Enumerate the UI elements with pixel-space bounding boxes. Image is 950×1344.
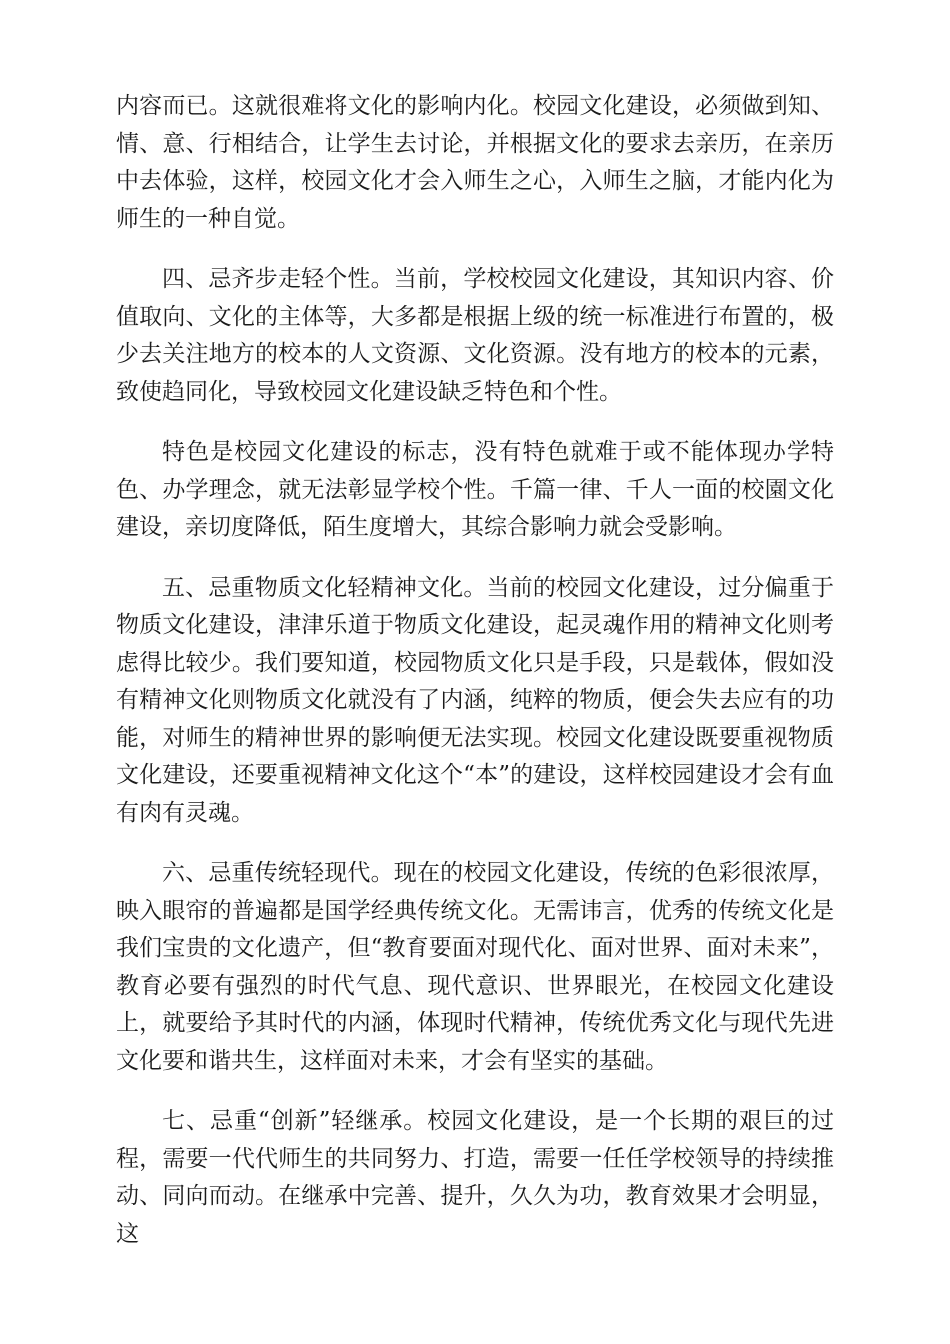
paragraph-2: 四、忌齐步走轻个性。当前，学校校园文化建设，其知识内容、价值取向、文化的主体等，大多都是根据上级的统一标准进行布置的，极少去关注地方的校本的人文资源、文化资源。没有地方的校本的元素，致使趋同化，导致校园文化建设缺乏特色和个性。	[116, 266, 834, 405]
paragraph-4: 五、忌重物质文化轻精神文化。当前的校园文化建设，过分偏重于物质文化建设，津津乐道于物质文化建设，起灵魂作用的精神文化则考虑得比较少。我们要知道，校园物质文化只是手段，只是载体，假如没有精神文化则物质文化就没有了内涵，纯粹的物质，便会失去应有的功能，对师生的精神世界的影响便无法实现。校园文化建设既要重视物质文化建设，还要重视精神文化这个“本”的建设，这样校园建设才会有血有肉有灵魂。	[116, 574, 834, 826]
paragraph-5: 六、忌重传统轻现代。现在的校园文化建设，传统的色彩很浓厚，映入眼帘的普遍都是国学经典传统文化。无需讳言，优秀的传统文化是我们宝贵的文化遗产，但“教育要面对现代化、面对世界、面对未来”，教育必要有强烈的时代气息、现代意识、世界眼光，在校园文化建设上，就要给予其时代的内涵，体现时代精神，传统优秀文化与现代先进文化要和谐共生，这样面对未来，才会有坚实的基础。	[116, 860, 834, 1074]
document-page	[116, 88, 834, 1276]
paragraph-1: 内容而已。这就很难将文化的影响内化。校园文化建设，必须做到知、情、意、行相结合，让学生去讨论，并根据文化的要求去亲历，在亲历中去体验，这样，校园文化才会入师生之心，入师生之脑，才能内化为师生的一种自觉。	[116, 93, 834, 232]
paragraph-6: 七、忌重“创新”轻继承。校园文化建设，是一个长期的艰巨的过程，需要一代代师生的共同努力、打造，需要一任任学校领导的持续推动、同向而动。在继承中完善、提升，久久为功，教育效果才会明显，这	[116, 1108, 834, 1247]
paragraph-3: 特色是校园文化建设的标志，没有特色就难于或不能体现办学特色、办学理念，就无法彰显学校个性。千篇一律、千人一面的校園文化建设，亲切度降低，陌生度增大，其综合影响力就会受影响。	[116, 439, 834, 540]
